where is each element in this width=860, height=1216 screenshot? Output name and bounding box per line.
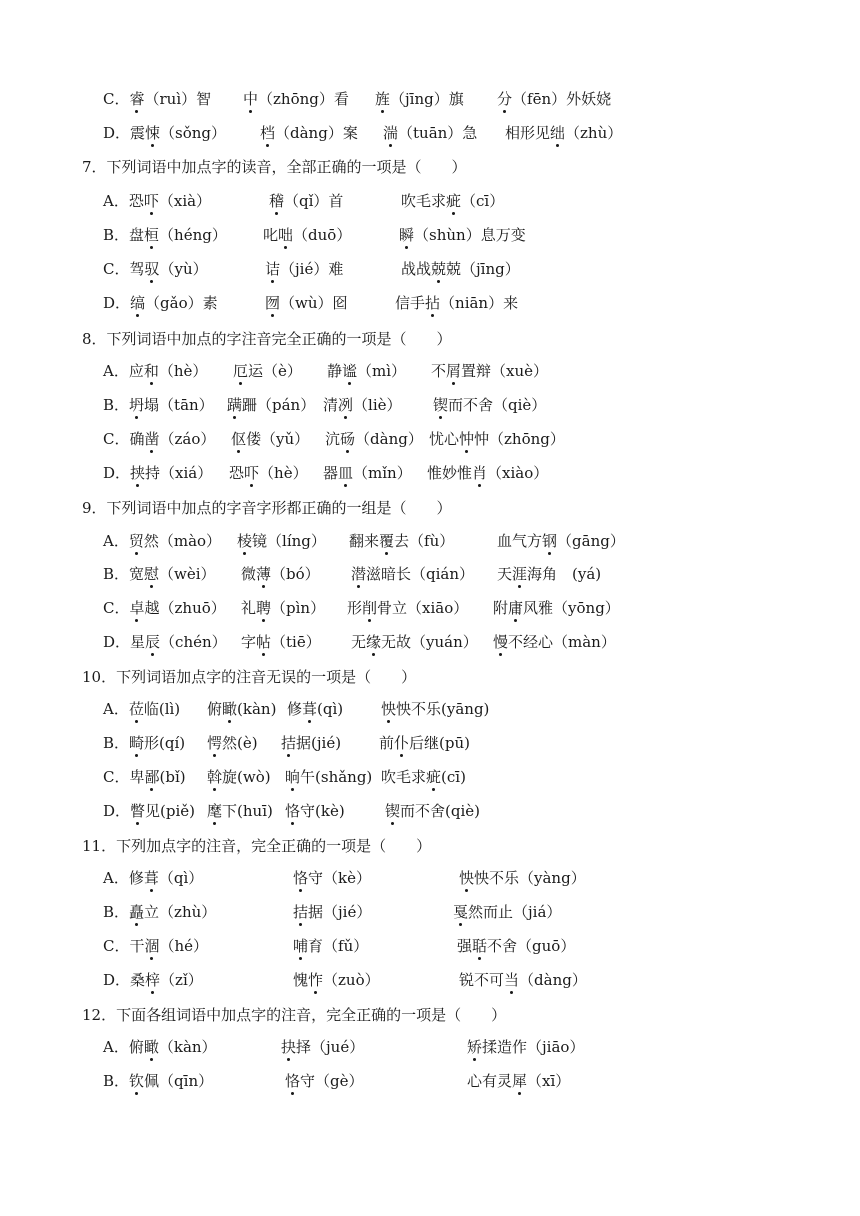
emphasis-dot-char: 蹒	[227, 396, 243, 414]
emphasis-dot-char: 瞰	[222, 700, 238, 718]
option-term: A．俯瞰（kàn）	[103, 1038, 217, 1056]
option-term: 麾下(huī)	[207, 802, 273, 820]
option-term: 无缘无故（yuán）	[351, 633, 478, 651]
option-term: C．卓越（zhuō）	[103, 599, 226, 617]
option-term: A．应和（hè）	[103, 362, 208, 380]
emphasis-dot-char: 稽	[269, 192, 285, 210]
option-term: D．桑梓（zǐ）	[103, 971, 203, 989]
emphasis-dot-char: 愕	[207, 734, 223, 752]
option-term: C．确凿（záo）	[103, 430, 216, 448]
emphasis-dot-char: 谧	[342, 362, 358, 380]
option-term: 分（fēn）外妖娆	[497, 90, 612, 108]
option-term: 器皿（mǐn）	[323, 464, 412, 482]
emphasis-dot-char: 分	[497, 90, 513, 108]
emphasis-dot-char: 薄	[256, 565, 272, 583]
emphasis-dot-char: 吓	[244, 464, 260, 482]
option-term: 拮据(jié)	[281, 734, 342, 752]
option-term: D．震悚（sǒng）	[103, 124, 227, 142]
emphasis-dot-char: 恪	[285, 1072, 301, 1090]
option-term: C．卑鄙(bǐ)	[103, 768, 186, 786]
emphasis-dot-char: 葺	[143, 869, 159, 887]
option-term: 湍（tuān）急	[383, 124, 478, 142]
option-term: 棱镜（líng）	[237, 532, 326, 550]
emphasis-dot-char: 恪	[285, 802, 301, 820]
emphasis-dot-char: 皿	[338, 464, 354, 482]
emphasis-dot-char: 葺	[302, 700, 318, 718]
option-term: 恪守（gè）	[285, 1072, 364, 1090]
option-term: 锲而不舍(qiè)	[385, 802, 480, 820]
emphasis-dot-char: 莅	[128, 700, 144, 718]
option-term: C．驾驭（yù）	[103, 260, 208, 278]
option-term: 戛然而止（jiá）	[453, 903, 562, 921]
option-term: 相形见绌（zhù）	[505, 124, 623, 142]
emphasis-dot-char: 抉	[281, 1038, 297, 1056]
option-term: 锐不可当（dàng）	[459, 971, 587, 989]
emphasis-dot-char: 伛	[231, 430, 247, 448]
emphasis-dot-char: 坍	[129, 396, 145, 414]
emphasis-dot-char: 锲	[385, 802, 401, 820]
emphasis-dot-char: 湍	[383, 124, 399, 142]
option-term: 晌午(shǎng)	[285, 768, 373, 786]
emphasis-dot-char: 哺	[293, 937, 309, 955]
question-text: 12．下面各组词语中加点字的注音，完全正确的一项是（ ）	[82, 1006, 507, 1024]
emphasis-dot-char: 鄙	[144, 768, 160, 786]
emphasis-dot-char: 棱	[237, 532, 253, 550]
emphasis-dot-char: 庸	[508, 599, 524, 617]
emphasis-dot-char: 屑	[446, 362, 462, 380]
emphasis-dot-char: 锲	[433, 396, 449, 414]
emphasis-dot-char: 睿	[129, 90, 145, 108]
option-term: 档（dàng）案	[260, 124, 358, 142]
option-term: 俯瞰(kàn)	[207, 700, 277, 718]
question-text: 11．下列加点字的注音，完全正确的一项是（ ）	[82, 837, 432, 855]
emphasis-dot-char: 缟	[130, 294, 146, 312]
emphasis-dot-char: 当	[504, 971, 520, 989]
emphasis-dot-char: 矗	[129, 903, 145, 921]
option-term: 修葺(qì)	[287, 700, 344, 718]
option-term: B．矗立（zhù）	[103, 903, 217, 921]
emphasis-dot-char: 肖	[472, 464, 488, 482]
emphasis-dot-char: 慰	[144, 565, 160, 583]
emphasis-dot-char: 中	[243, 90, 259, 108]
option-term: 锲而不舍（qiè）	[433, 396, 547, 414]
emphasis-dot-char: 卓	[129, 599, 145, 617]
emphasis-dot-char: 梓	[145, 971, 161, 989]
option-term: 拮据（jié）	[293, 903, 372, 921]
option-term: 潜滋暗长（qián）	[351, 565, 475, 583]
emphasis-dot-char: 削	[362, 599, 378, 617]
option-term: D．瞥见(piě)	[103, 802, 196, 820]
emphasis-dot-char: 拈	[425, 294, 441, 312]
emphasis-dot-char: 忡	[459, 430, 475, 448]
option-term: 怏怏不乐(yāng)	[381, 700, 490, 718]
emphasis-dot-char: 聘	[256, 599, 272, 617]
question-text: 9．下列词语中加点的字音字形都正确的一组是（ ）	[82, 499, 452, 517]
emphasis-dot-char: 钦	[129, 1072, 145, 1090]
option-term: A．修葺（qì）	[103, 869, 204, 887]
emphasis-dot-char: 钢	[542, 532, 558, 550]
option-term: 惟妙惟肖（xiào）	[427, 464, 549, 482]
option-term: B．宽慰（wèi）	[103, 565, 216, 583]
option-term: D．缟（gǎo）素	[103, 294, 218, 312]
option-term: A．恐吓（xià）	[103, 192, 212, 210]
option-term: 旌（jīng）旗	[375, 90, 464, 108]
option-term: 心有灵犀（xī）	[467, 1072, 571, 1090]
emphasis-dot-char: 拮	[281, 734, 297, 752]
emphasis-dot-char: 怍	[308, 971, 324, 989]
option-term: D．挟持（xiá）	[103, 464, 213, 482]
option-term: 诘（jié）难	[265, 260, 344, 278]
emphasis-dot-char: 戛	[453, 903, 469, 921]
emphasis-dot-char: 厄	[233, 362, 249, 380]
option-term: 吹毛求疵(cī)	[381, 768, 466, 786]
emphasis-dot-char: 兢	[431, 260, 447, 278]
option-term: 恐吓（hè）	[229, 464, 308, 482]
option-term: 瞬（shùn）息万变	[399, 226, 526, 244]
emphasis-dot-char: 贸	[128, 532, 144, 550]
emphasis-dot-char: 诘	[265, 260, 281, 278]
emphasis-dot-char: 瞬	[399, 226, 415, 244]
emphasis-dot-char: 矫	[467, 1038, 483, 1056]
emphasis-dot-char: 缘	[366, 633, 382, 651]
option-term: 囫（wù）囵	[265, 294, 348, 312]
option-term: 斡旋(wò)	[207, 768, 271, 786]
option-term: 前仆后继(pū)	[379, 734, 470, 752]
option-term: C．干涸（hé）	[103, 937, 209, 955]
option-term: 恪守(kè)	[285, 802, 345, 820]
emphasis-dot-char: 拮	[293, 903, 309, 921]
emphasis-dot-char: 疵	[426, 768, 442, 786]
emphasis-dot-char: 瞰	[143, 1038, 159, 1056]
option-term: D．星辰（chén）	[103, 633, 227, 651]
option-term: 静谧（mì）	[327, 362, 407, 380]
option-term: 天涯海角 (yá)	[497, 565, 602, 583]
emphasis-dot-char: 砀	[340, 430, 356, 448]
emphasis-dot-char: 恪	[293, 869, 309, 887]
emphasis-dot-char: 疵	[446, 192, 462, 210]
option-term: 愕然(è)	[207, 734, 258, 752]
option-term: 叱咄（duō）	[263, 226, 352, 244]
option-term: 矫揉造作（jiāo）	[467, 1038, 585, 1056]
option-term: 忧心忡忡（zhōng）	[429, 430, 565, 448]
emphasis-dot-char: 斡	[207, 768, 223, 786]
emphasis-dot-char: 涯	[512, 565, 528, 583]
option-term: 形削骨立（xiāo）	[347, 599, 469, 617]
emphasis-dot-char: 仆	[394, 734, 410, 752]
option-term: 蹒跚（pán）	[227, 396, 316, 414]
emphasis-dot-char: 聒	[472, 937, 488, 955]
option-term: 信手拈（niān）来	[395, 294, 519, 312]
option-term: B．坍塌（tān）	[103, 396, 214, 414]
option-term: 附庸风雅（yōng）	[493, 599, 620, 617]
option-term: 血气方钢（gāng）	[497, 532, 625, 550]
option-term: 翻来覆去（fù）	[349, 532, 455, 550]
emphasis-dot-char: 晌	[285, 768, 301, 786]
option-term: 礼聘（pìn）	[241, 599, 326, 617]
option-term: B．畸形(qí)	[103, 734, 186, 752]
emphasis-dot-char: 怏	[459, 869, 475, 887]
emphasis-dot-char: 帖	[256, 633, 272, 651]
option-term: B．钦佩（qīn）	[103, 1072, 214, 1090]
emphasis-dot-char: 吓	[143, 192, 159, 210]
option-term: 微薄（bó）	[241, 565, 320, 583]
emphasis-dot-char: 绌	[550, 124, 566, 142]
option-term: 抉择（jué）	[281, 1038, 365, 1056]
option-term: 清冽（liè）	[323, 396, 402, 414]
emphasis-dot-char: 驭	[144, 260, 160, 278]
emphasis-dot-char: 挟	[130, 464, 146, 482]
emphasis-dot-char: 慢	[493, 633, 509, 651]
emphasis-dot-char: 咄	[278, 226, 294, 244]
option-term: B．盘桓（héng）	[103, 226, 227, 244]
emphasis-dot-char: 桓	[144, 226, 160, 244]
option-term: 沆砀（dàng）	[325, 430, 423, 448]
emphasis-dot-char: 犀	[512, 1072, 528, 1090]
option-term: 战战兢兢（jīng）	[401, 260, 520, 278]
question-text: 8．下列词语中加点的字注音完全正确的一项是（ ）	[82, 330, 452, 348]
emphasis-dot-char: 和	[143, 362, 159, 380]
option-term: 不屑置辩（xuè）	[431, 362, 549, 380]
question-text: 10．下列词语加点字的注音无误的一项是（ ）	[82, 668, 417, 686]
emphasis-dot-char: 囫	[265, 294, 281, 312]
emphasis-dot-char: 怏	[381, 700, 397, 718]
option-term: 怏怏不乐（yàng）	[459, 869, 586, 887]
option-term: 字帖（tiē）	[241, 633, 321, 651]
option-term: 吹毛求疵（cī）	[401, 192, 505, 210]
question-text: 7．下列词语中加点字的读音，全部正确的一项是（ ）	[82, 158, 467, 176]
option-term: A．贸然（mào）	[103, 532, 222, 550]
option-term: 中（zhōng）看	[243, 90, 349, 108]
emphasis-dot-char: 凿	[144, 430, 160, 448]
emphasis-dot-char: 畸	[129, 734, 145, 752]
option-term: C．睿（ruì）智	[103, 90, 212, 108]
option-term: 伛偻（yǔ）	[231, 430, 310, 448]
emphasis-dot-char: 辰	[145, 633, 161, 651]
option-term: 慢不经心（màn）	[493, 633, 616, 651]
option-term: 恪守（kè）	[293, 869, 371, 887]
option-term: 哺育（fǔ）	[293, 937, 369, 955]
emphasis-dot-char: 麾	[207, 802, 223, 820]
option-term: 厄运（è）	[233, 362, 302, 380]
emphasis-dot-char: 悚	[145, 124, 161, 142]
option-term: 愧怍（zuò）	[293, 971, 380, 989]
emphasis-dot-char: 档	[260, 124, 276, 142]
emphasis-dot-char: 冽	[338, 396, 354, 414]
option-term: 强聒不舍（guō）	[457, 937, 576, 955]
emphasis-dot-char: 涸	[144, 937, 160, 955]
option-term: A．莅临(lì)	[103, 700, 181, 718]
emphasis-dot-char: 覆	[379, 532, 395, 550]
emphasis-dot-char: 潜	[351, 565, 367, 583]
emphasis-dot-char: 旌	[375, 90, 391, 108]
option-term: 稽（qǐ）首	[269, 192, 344, 210]
emphasis-dot-char: 瞥	[130, 802, 146, 820]
